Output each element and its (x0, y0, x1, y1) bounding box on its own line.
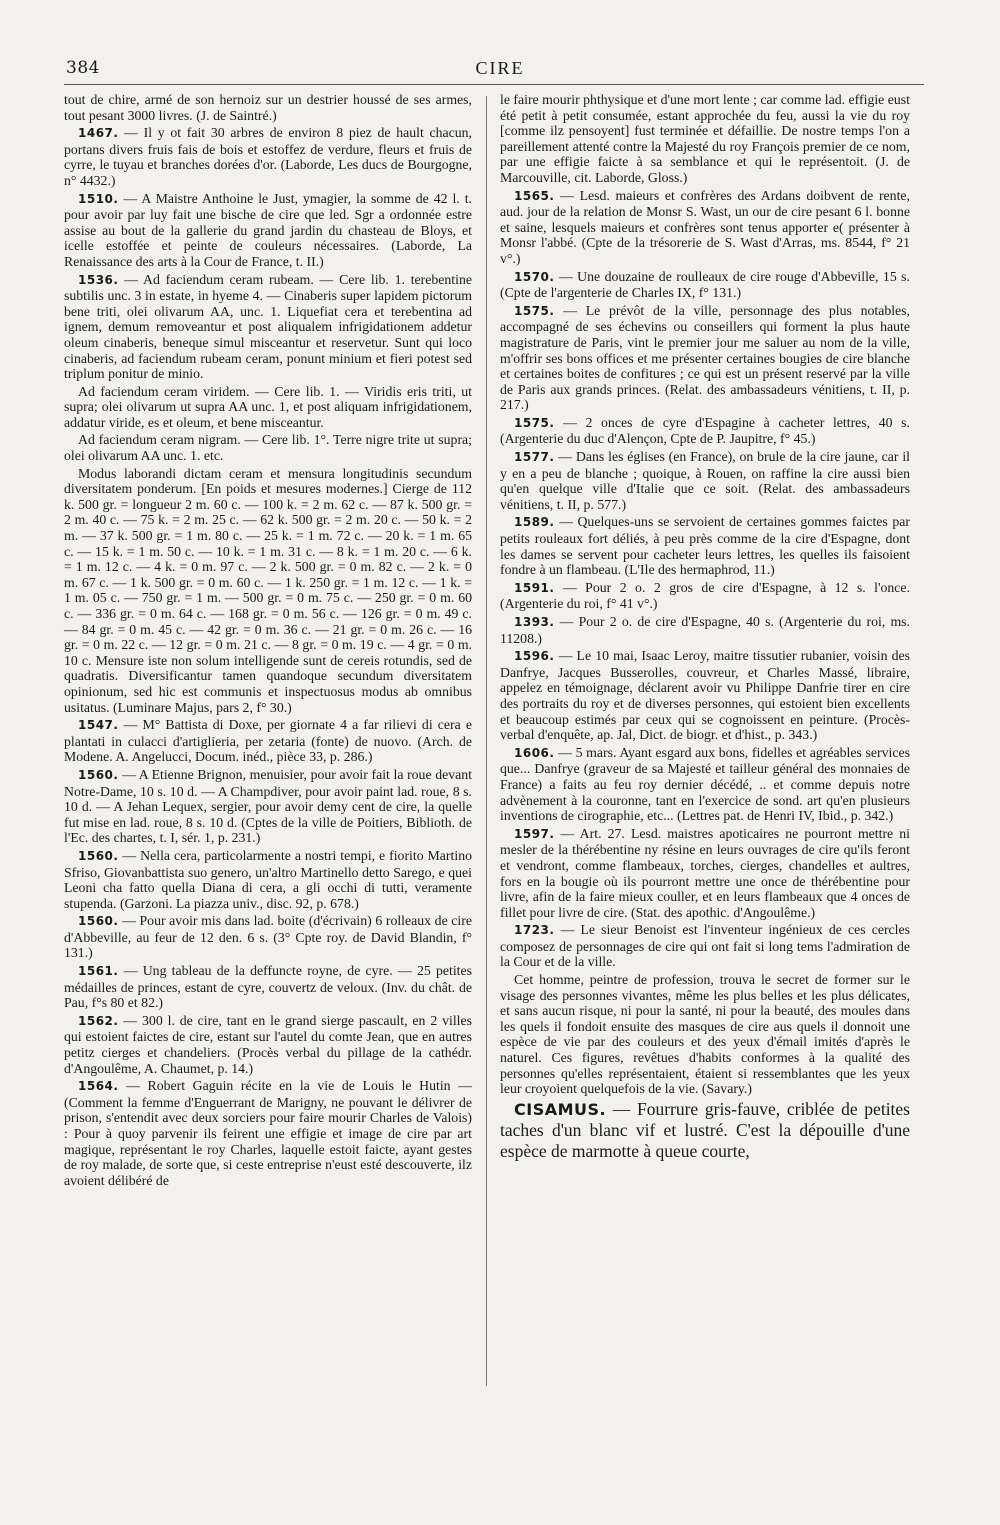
entry-year: 1723. (514, 923, 555, 938)
entry-text: — Pour avoir mis dans lad. boite (d'écrivain) 6 rolleaux de cire d'Abbeville, au feur de 12 den. 6 s. (3° Cpte roy. de David Blandin, f° 131.) (64, 913, 472, 961)
entry-year: 1575. (514, 303, 555, 318)
headword-definition: — Fourrure gris-fauve, criblée de petites taches d'un blanc vif et lustré. C'est la dépouille d'une espèce de marmotte à queue courte, (500, 1098, 910, 1161)
entry-text: — 5 mars. Ayant esgard aux bons, fidelles et agréables services que... Danfrye (graveur de sa Majesté et tailleur général des monnaies de France) a faits au feu roy dernier décédé, .. et comme depuis notre advènement à la couronne, tant en l'exercice de sond. art qu'en plusieurs inventions de cirographie, etc... (Lettres pat. de Henri IV, Ibid., p. 342.) (500, 744, 910, 824)
entry-paragraph (64, 125, 472, 188)
entry-paragraph (64, 191, 472, 270)
entry-text: — Robert Gaguin récite en la vie de Louis le Hutin — (Comment la femme d'Enguerrant de Marigny, ne pouvant le délivrer de prison, s'entendit avec deux sorciers pour faire mourir Charles de Valois) : Pour à quoy parvenir ils feirent une effigie et image de cire par art magique, représentant le roy Charles, laquelle estoit faicte, ayant gestes de roy malade, de sorte que, si ceste entreprise n'eust esté descouverte, ilz avoient délibéré de (64, 1078, 472, 1188)
entry-paragraph (500, 188, 910, 267)
entry-text: — Le 10 mai, Isaac Leroy, maitre tissutier rubanier, voisin des Danfrye, Jacques Busserolles, couvreur, et Charles Massé, libraire, appelez en témoignage, déclarent avoir vu Philippe Danfrie tirer en cire des portraits du roy et de diverses personnes, qui estoient bien excellents et beaucoup estimés par ceux qui se cognoissent en peinture. (Procès-verbal d'enquête, ap. Jal, Dict. de biogr. et d'hist., p. 343.) (500, 648, 910, 743)
entry-year: 1560. (78, 848, 119, 863)
entry-text: Modus laborandi dictam ceram et mensura longitudinis secundum diversitatem ponderum. [En poids et mesures modernes.] Cierge de 112 k. 500 gr. = longueur 2 m. 60 c. — 100 k. = 2 m. 62 c. — 87 k. 500 gr. = 2 m. 40 c. — 75 k. = 2 m. 25 c. — 62 k. 500 gr. = 2 m. 20 c. — 50 k. = 2 m. — 37 k. 500 gr. = 1 m. 80 c. — 25 k. = 1 m. 72 c. — 20 k. = 1 m. 65 c. — 15 k. = 1 m. 50 c. — 10 k. = 1 m. 31 c. — 8 k. = 1 m. 20 c. — 6 k. = 1 m. 12 c. — 4 k. = 0 m. 97 c. — 2 k. 500 gr. = 0 m. 82 c. — 2 k. = 0 m. 67 c. — 1 k. 500 gr. = 0 m. 60 c. — 1 k. 250 gr. = 1 m. 12 c. — 1 k. = 1 m. 05 c. — 750 gr. = 1 m. — 500 gr. = 0 m. 75 c. — 250 gr. = 0 m. 60 c. — 336 gr. = 0 m. 64 c. — 168 gr. = 0 m. 56 c. — 126 gr. = 0 m. 49 c. — 84 gr. = 0 m. 45 c. — 42 gr. = 0 m. 36 c. — 21 gr. = 0 m. 26 c. — 16 gr. = 0 m. 22 c. — 12 gr. = 0 m. 21 c. — 8 gr. = 0 m. 19 c. — 4 gr. = 0 m. 10 c. Mensure iste non solum intelligende sunt de cereis rotundis, sed de quadratis. Diversificantur tamen quandoque secundum diversitatem opinionum, sed hic est communis et inspectuosus modus ab omnibus usitatus. (Luminare Majus, pars 2, f° 30.) (64, 465, 472, 715)
entry-text: — M° Battista di Doxe, per giornate 4 a far rilievi di cera e plantati in culacci d'artiglieria, per zetaria (fonte) de nuovo. (Arch. de Modene. A. Angelucci, Docum. inéd., pièce 33, p. 286.) (64, 717, 472, 765)
running-head-title: CIRE (475, 58, 525, 78)
entry-year: 1564. (78, 1079, 119, 1094)
entry-paragraph (64, 432, 472, 463)
entry-paragraph (500, 745, 910, 824)
entry-text: — Le sieur Benoist est l'inventeur ingénieux de ces cercles composez de personnages de cire qui ont fait si long tems l'admiration de la Cour et de la ville. (500, 922, 910, 970)
entry-year: 1589. (514, 515, 555, 530)
entry-text: — A Maistre Anthoine le Just, ymagier, la somme de 42 l. t. pour avoir par luy fait une bische de cire que led. Sgr a ordonnée estre assise au bout de la gallerie du grand jardin du chasteau de Bloys, et icelle estoffée et peinte de couleurs nécessaires. (Laborde, La Renaissance des arts à la Cour de France, t. II.) (64, 190, 472, 269)
entry-paragraph (64, 384, 472, 431)
entry-year: 1596. (514, 649, 555, 664)
entry-paragraph (500, 449, 910, 512)
entry-year: 1577. (514, 450, 555, 465)
entry-paragraph (500, 972, 910, 1097)
entry-text: Ad faciendum ceram viridem. — Cere lib. 1. — Viridis eris triti, ut supra; olei olivarum ut supra AA unc. 1, et post aliquam infrigidationem, addatur viride, es et oleum, et bene misceantur. (64, 383, 472, 430)
entry-year: 1565. (514, 188, 555, 203)
entry-text: — Pour 2 o. de cire d'Espagne, 40 s. (Argenterie du roi, ms. 11208.) (500, 614, 910, 646)
column-divider (486, 96, 487, 1386)
entry-paragraph (500, 826, 910, 921)
entry-year: 1606. (514, 745, 555, 760)
entry-paragraph (64, 466, 472, 716)
entry-text: — Ad faciendum ceram rubeam. — Cere lib. 1. terebentine subtilis unc. 3 in estate, in hyeme 4. — Cinaberis super lapidem pictorum bene triti, olei olivarum AA, unc. 1. Liquefiat cera et terebentina ad ignem, demum removeantur et post aliqualem infrigidationem addetur oleum cinaberis, beneque simul misceantur et reservetur. Sunt qui loco cinaberis, ad faciendum rubeam ceram, ponunt minium et fieri potest sed triplum ponitur de minio. (64, 271, 472, 382)
right-column (500, 92, 910, 1163)
entry-text: Ad faciendum ceram nigram. — Cere lib. 1°. Terre nigre trite ut supra; olei olivarum AA unc. 1. etc. (64, 432, 472, 464)
entry-paragraph (500, 415, 910, 447)
entry-text: — Art. 27. Lesd. maistres apoticaires ne pourront mettre ni mesler de la thérébentine ny résine en leurs ouvrages de cire qu'ils feront et vendront, comme flambeaux, torches, cierges, chandelles et aultres, fors en la bougie où ils pourront mettre une once de thérébentine pour livre, afin de la faire mieux couller, et en leurs flambeaux que 4 onces de fillet pour livre de cire. (Stat. des apothic. d'Angoulême.) (500, 825, 910, 920)
entry-paragraph (64, 717, 472, 765)
entry-year: 1591. (514, 580, 555, 595)
entry-paragraph (500, 303, 910, 413)
entry-year: 1560. (78, 914, 119, 929)
entry-text: — Il y ot fait 30 arbres de environ 8 piez de hault chacun, portans divers fruis fais de bois et estoffez de verdure, fleurs et fruis de cyrre, le tuyau et branches dorées d'or. (Laborde, Les ducs de Bourgogne, n° 4432.) (64, 125, 472, 188)
entry-paragraph (500, 922, 910, 970)
entry-paragraph (64, 1013, 472, 1076)
entry-paragraph (500, 580, 910, 612)
entry-paragraph (64, 272, 472, 382)
entry-paragraph (500, 648, 910, 743)
entry-year: 1547. (78, 718, 119, 733)
entry-paragraph (64, 963, 472, 1011)
entry-text: — A Etienne Brignon, menuisier, pour avoir fait la roue devant Notre-Dame, 10 s. 10 d. — A Champdiver, pour avoir paint lad. roue, 8 s. 10 d. — A Jehan Lequex, sergier, pour avoir demy cent de cire, la quelle fut mise en lad. roue, 8 s. 10 d. (Cptes de la ville de Poitiers, Biblioth. de l'Ec. des chartes, t. I, sér. 1, p. 231.) (64, 766, 472, 846)
entry-year: 1570. (514, 269, 555, 284)
entry-text: le faire mourir phthysique et d'une mort lente ; car comme lad. effigie eust été petit à petit consumée, estant approchée du feu, aussi la vie du roy [comme ilz pensoyent] fust terminée et défaillie. De nostre temps l'on a pareillement attenté contre la Majesté du roy François premier de ce nom, par une effigie faicte à sa semblance et qui le représentoit. (J. de Marcouville, cit. Laborde, Gloss.) (500, 92, 910, 185)
entry-text: — 300 l. de cire, tant en le grand sierge pascault, en 2 villes qui estoient faictes de cire, estant sur l'autel du comte Jean, que en autres petitz cierges et chandeliers. (Procès verbal du pillage de la cathédr. d'Angoulême, A. Chaumet, p. 14.) (64, 1012, 472, 1076)
entry-paragraph (64, 913, 472, 961)
entry-text: — Quelques-uns se servoient de certaines gommes faictes par petits rouleaux fort déliés, à peu près comme de la cire d'Espagne, dont les dames se servent pour cacheter leurs lettres, les quelles ils faisoient fondre à un flambeau. (L'Ile des hermaphrod, 11.) (500, 514, 910, 578)
entry-paragraph (500, 614, 910, 646)
left-column (64, 92, 472, 1190)
entry-year: 1510. (78, 191, 119, 206)
entry-year: 1560. (78, 767, 119, 782)
entry-paragraph (64, 1078, 472, 1188)
page-number: 384 (66, 58, 100, 78)
entry-text: — Dans les églises (en France), on brule de la cire jaune, car il y en a peu de blanche ; quoique, à Rouen, on raffine la cire aussi bien qu'en quelque ville d'Italie que ce soit. (Relat. des ambassadeurs vénitiens, t. II, p. 577.) (500, 449, 910, 512)
entry-year: 1467. (78, 126, 119, 141)
entry-text: — Ung tableau de la deffuncte royne, de cyre. — 25 petites médailles de princes, estant de cyre, couvertz de veloux. (Inv. du chât. de Pau, f°s 80 et 82.) (64, 963, 472, 1011)
entry-year: 1536. (78, 272, 119, 287)
entry-text: — Nella cera, particolarmente a nostri tempi, e fiorito Martino Sfriso, Giovanbattista suo genero, un'altro Martinello detto Sarego, e quei Leoni cha fatto quella Diana di cera, a gli occhi di tutti, veramente stupenda. (Garzoni. La piazza univ., disc. 92, p. 678.) (64, 847, 472, 911)
entry-text: — Lesd. maieurs et confrères des Ardans doibvent de rente, aud. jour de la relation de Monsr S. Wast, un our de cire pesant 6 l. bonne et saine, lesquels maieurs et confrères sont tenus apporter e( présenter à Monsr l'abbé. (Cpte de la trésorerie de S. Wast d'Arras, ms. 8544, f° 21 v°.) (500, 187, 910, 266)
entry-paragraph (64, 767, 472, 846)
entry-text: — Pour 2 o. 2 gros de cire d'Espagne, à 12 s. l'once. (Argenterie du roi, f° 41 v°.) (500, 579, 910, 612)
headword: CISAMUS. (514, 1099, 607, 1119)
cisamus-entry (500, 1099, 910, 1162)
entry-text: — Une douzaine de roulleaux de cire rouge d'Abbeville, 15 s. (Cpte de l'argenterie de Charles IX, f° 131.) (500, 268, 910, 301)
entry-text: — 2 onces de cyre d'Espagine à cacheter lettres, 40 s. (Argenterie du duc d'Alençon, Cpte de P. Jaupitre, f° 45.) (500, 414, 910, 447)
entry-paragraph (500, 514, 910, 577)
entry-paragraph (500, 92, 910, 186)
entry-year: 1562. (78, 1013, 119, 1028)
entry-year: 1561. (78, 964, 119, 979)
entry-paragraph (500, 269, 910, 301)
entry-year: 1575. (514, 415, 555, 430)
entry-paragraph (64, 92, 472, 123)
entry-year: 1597. (514, 826, 555, 841)
entry-text: — Le prévôt de la ville, personnage des plus notables, accompagné de ses échevins ou conseillers qui forment la plus haute magistrature de Paris, vint le premier jour me saluer au nom de la ville, m'offrir ses bons offices et me présenter certaines bougies de cire blanche et certaines boites de confitures ; ce qui est un présent reservé par la ville de Paris aux grands princes. (Relat. des ambassadeurs vénitiens, t. II, p. 217.) (500, 302, 910, 413)
entry-paragraph (64, 848, 472, 911)
header-rule (64, 84, 924, 85)
entry-text: Cet homme, peintre de profession, trouva le secret de former sur le visage des personnes vivantes, même les plus belles et les plus délicates, et sans aucun risque, ni pour la santé, ni pour la beauté, des moules dans les quels il fondoit ensuite des masques de cire aus quels il donnoit une espèce de vie par des couleurs et des yeux d'émail imités d'après le naturel. Ces figures, revêtues d'habits conformes à la qualité des personnes qu'elles représentaient, étaient si ressemblantes que les yeux leur croyoient quelquefois de la vie. (Savary.) (500, 972, 910, 1097)
entry-year: 1393. (514, 615, 555, 629)
entry-text: tout de chire, armé de son hernoiz sur un destrier houssé de ses armes, tout pesant 3000 livres. (J. de Saintré.) (64, 92, 472, 123)
